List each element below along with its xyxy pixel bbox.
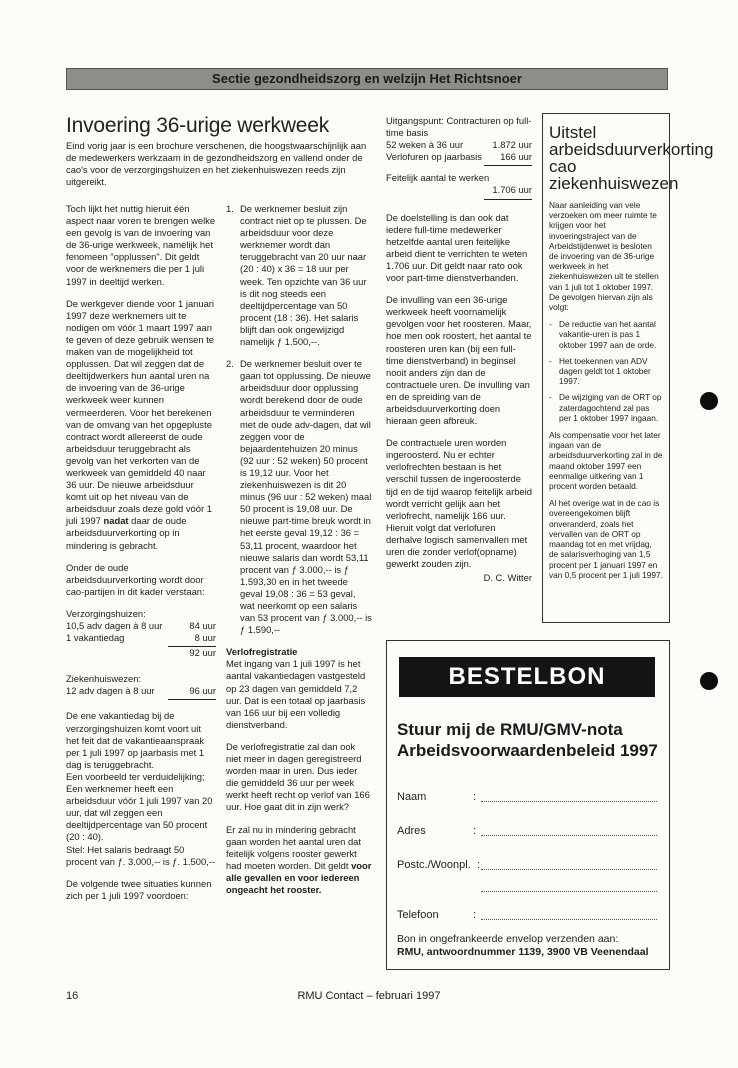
paragraph: Naar aanleiding van vele verzoeken om meer ruimte te krijgen voor het invoeringstraject van de Arbeidstijdenwet is besloten de invoering van de 36-urige werkweek in het ziekenhuiswezen uit te stellen van 1 juli tot 1 oktober 1997. De gevolgen hiervan zijn als volgt: — [549, 200, 659, 313]
page-footer: RMU Contact – februari 1997 — [297, 990, 441, 1002]
dash-marker: - — [549, 355, 552, 366]
paragraph — [226, 824, 372, 897]
list-item — [549, 319, 663, 350]
calc-row-value: 166 uur — [500, 151, 532, 163]
situations-list — [226, 203, 372, 636]
list-item — [226, 358, 372, 636]
calc-row-value: 8 uur — [194, 632, 216, 644]
paragraph: De volgende twee situaties kunnen zich per 1 juli 1997 voordoen: — [66, 877, 212, 901]
calc-row — [66, 632, 216, 644]
calc-total: 92 uur — [189, 647, 216, 659]
order-header: BESTELBON — [399, 657, 655, 697]
paragraph: Toch lijkt het nuttig hieruit één aspect naar voren te brengen welke een gevolg is van de invoering van de 36-urige werkweek, namelijk het fenomeen "opplussen". Dit geldt voor de werknemers die per 1 juli 1997 in deeltijd werken. — [66, 203, 216, 287]
paragraph: Al het overige wat in de cao is overeengekomen blijft onveranderd, zoals het vervallen van de ORT op maandag tot en met vrijdag, de salarisverhoging van 1,5 procent per 1 januari 1997 en van 0,5 procent per 1 juli 1997. — [549, 498, 663, 580]
text-run: daar de oude arbeidsduurverkorting op in mindering is gebracht. — [66, 515, 187, 551]
field-label: Telefoon — [397, 909, 439, 921]
paragraph: Met ingang van 1 juli 1997 is het aantal vakantiedagen vastgesteld op 23 dagen van gemiddeld 7,2 uur. Dat is een totaal op jaarbasis van 166 uur bij een volledig dienstverband. — [226, 658, 366, 730]
list-number: 1. — [226, 203, 234, 214]
list-text: De reductie van het aantal vakantie-uren is pas 1 oktober 1997 aan de orde. — [559, 319, 657, 350]
paragraph: De contractuele uren worden ingeroosterd. Nu er echter verlofrechten bestaan is het verschil tussen de ingeroosterde tijd en de tijd waarop feitelijk arbeid wordt verricht gelijk aan het verlofrecht, namelijk 166 uur. Hieruit volgt dat verlofuren derhalve logisch samenvallen met uren die zonder verlof(opname) gewerkt zouden zijn. — [386, 437, 532, 570]
field-line[interactable] — [481, 891, 657, 892]
paragraph: Een voorbeeld ter verduidelijking; Een werknemer heeft een arbeidsduur vóór 1 juli 1997 van 20 uur, dat wil zeggen een deeltijdpercentage van 50 procent (20 : 40). — [66, 770, 213, 843]
field-label: Naam — [397, 791, 427, 803]
order-form — [386, 640, 670, 970]
field-adres[interactable] — [397, 825, 661, 839]
paragraph — [66, 298, 216, 552]
field-postcode-extra[interactable] — [397, 881, 661, 895]
list-text: De werknemer besluit zijn contract niet op te plussen. De arbeidsduur voor deze werknemer wordt dan teruggebracht van 20 uur naar (20 : 40) x 36 = 18 uur per week. Ten opzichte van 36 uur is dit nog steeds een deeltijdpercentage van 50 procent (18 : 36). Het salaris blijft dan ook ongewijzigd namelijk ƒ 1.500,--. — [240, 203, 367, 348]
calc-ziekenhuiswezen — [66, 673, 216, 700]
sum-line — [484, 165, 532, 166]
calc-label: Ziekenhuiswezen: — [66, 673, 142, 685]
field-naam[interactable] — [397, 791, 661, 805]
sidebox-title: Uitstel arbeidsduurverkorting cao ziekenhuiswezen — [549, 123, 714, 193]
list-item — [549, 356, 663, 387]
dash-marker: - — [549, 392, 552, 403]
field-separator: : — [473, 825, 477, 837]
calc-row — [66, 685, 216, 697]
calc-row-value: 84 uur — [189, 620, 216, 631]
field-separator: : — [477, 859, 481, 871]
field-separator: : — [473, 791, 477, 803]
author: D. C. Witter — [483, 572, 532, 584]
field-line[interactable] — [481, 801, 657, 802]
field-telefoon[interactable] — [397, 909, 661, 923]
calc-label: Verzorgingshuizen: — [66, 607, 146, 619]
paragraph: Als compensatie voor het later ingaan van de arbeidsduurverkorting zal in de maand oktober 1997 een eenmalige uitkering van 1 procent worden betaald. — [549, 430, 663, 492]
calc-row — [386, 151, 532, 163]
column-1 — [66, 203, 216, 912]
calc-label: Uitgangspunt: Contracturen op full-time basis — [386, 115, 532, 139]
paragraph: De ene vakantiedag bij de verzorgingshuizen komt voort uit het feit dat de vakantieaanspraak per 1 juli 1997 op jaarbasis met 1 dag is teruggebracht. — [66, 710, 205, 770]
list-text: De wijziging van de ORT op zaterdagochtend zal pas per 1 oktober 1997 ingaan. — [559, 392, 662, 423]
article-intro: Eind vorig jaar is een brochure verschenen, die hoogstwaarschijnlijk aan de medewerkers werkzaam in de gezondheidszorg en vallend onder de cao's voor de verzorgingshuizen en het ziekenhuiswezen reeds zijn uitgereikt. — [66, 140, 367, 187]
column-2 — [226, 203, 372, 906]
field-line[interactable] — [481, 835, 657, 836]
paragraph: De verlofregistratie zal dan ook niet meer in dagen geregistreerd worden maar in uren. Dus ieder die gemiddeld 36 uur per week werkt heeft recht op verlof van 166 uur. Hoe gaat dit in zijn werk? — [226, 740, 370, 813]
sidebox-uitstel — [542, 113, 714, 623]
list-text: De werknemer besluit over te gaan tot opplussing. De nieuwe arbeidsduur door opplussing wordt berekend door de oude arbeidsduur te verminderen met de oude adv-dagen, dat wil zeggen voor de bejaardentehuizen 20 minus (92 uur : 52 weken) 50 procent is 19,12 uur. Voor het ziekenhuiswezen is dit 20 minus (96 uur : 52 weken) maal 50 procent is 19,08 uur. De nieuwe part-time breuk wordt in het eerste geval 19,12 : 36 = 53,11 procent, waardoor het nieuwe salaris dan wordt 53,11 procent van ƒ 3.000,-- is ƒ 1.593,30 en in het tweede geval 19,08 : 36 = 53 geval, wat neerkomt op een salaris van 53 procent van ƒ 3.000,-- is ƒ 1.590,-- — [240, 358, 372, 636]
dash-marker: - — [549, 319, 552, 330]
bold-text: voor alle gevallen en voor iedereen ongeacht het rooster. — [226, 859, 372, 895]
order-footer — [397, 933, 667, 959]
list-item — [226, 203, 372, 348]
calc-row-value: 1.872 uur — [492, 139, 532, 151]
calc-total: 1.706 uur — [492, 184, 532, 196]
calc-row-label: 10,5 adv dagen à 8 uur — [66, 620, 163, 631]
field-separator: : — [473, 909, 477, 921]
sidebox-body — [549, 200, 663, 580]
order-address: RMU, antwoordnummer 1139, 3900 VB Veenendaal — [397, 946, 649, 958]
paragraph: De doelstelling is dan ook dat iedere full-time medewerker hetzelfde aantal uren feitelijke arbeid dient te verrichten te weten 1.706 uur. Dit geldt naar rato ook voor part-time dienstverbanden. — [386, 211, 528, 284]
order-footer-line: Bon in ongefrankeerde envelop verzenden aan: — [397, 933, 619, 945]
order-headline: Stuur mij de RMU/GMV-nota Arbeidsvoorwaardenbeleid 1997 — [397, 720, 658, 760]
calc-row — [386, 139, 532, 151]
list-number: 2. — [226, 358, 234, 370]
paragraph: De invulling van een 36-urige werkweek heeft voornamelijk gevolgen voor het roosteren. Maar, hoe men ook roostert, het aantal te roosteren uren kan (bij een full-time dienstverband) in beginsel nooit anders zijn dan de contractuele uren. De invulling van en de spreiding van de arbeidsduurverkorting doen hieraan geen afbreuk. — [386, 294, 532, 427]
list-text: Het toekennen van ADV dagen geldt tot 1 oktober 1997. — [559, 355, 651, 387]
section-banner: Sectie gezondheidszorg en welzijn Het Richtsnoer — [66, 68, 668, 90]
sidebox-list — [549, 319, 663, 423]
calc-verzorgingshuizen — [66, 608, 216, 659]
calc-row-label: 1 vakantiedag — [66, 632, 125, 644]
field-postcode-woonplaats[interactable] — [397, 859, 661, 873]
calc-row-value: 96 uur — [189, 685, 216, 697]
list-item — [549, 392, 663, 423]
calc-row-label: 52 weken à 36 uur — [386, 139, 464, 151]
column-3 — [386, 115, 532, 584]
calc-row-label: Feitelijk aantal te werken — [386, 172, 490, 184]
field-line[interactable] — [481, 919, 657, 920]
article-title: Invoering 36-urige werkweek — [66, 114, 330, 137]
field-label: Adres — [397, 825, 426, 837]
calc-row-label: 12 adv dagen à 8 uur — [66, 685, 155, 697]
paragraph: Stel: Het salaris bedraagt 50 procent van ƒ. 3.000,-- is ƒ. 1.500,-- — [66, 843, 216, 867]
paragraph: Onder de oude arbeidsduurverkorting wordt door cao-partijen in dit kader verstaan: — [66, 561, 205, 597]
section-heading: Verlofregistratie — [226, 646, 298, 658]
calc-row-label: Verlofuren op jaarbasis — [386, 151, 482, 163]
sum-line — [484, 199, 532, 200]
text-run: Er zal nu in mindering gebracht gaan worden het aantal uren dat feitelijk volgens rooster gewerkt had moeten worden. Dit geldt — [226, 823, 361, 871]
field-label: Postc./Woonpl. — [397, 859, 471, 871]
calc-row — [66, 620, 216, 632]
text-run: De werkgever diende voor 1 januari 1997 deze werknemers uit te nodigen om vóór 1 maart 1997 aan te geven of deze gebruik wensen te maken van de mogelijkheid tot opplussen. Dat wil zeggen dat de deeltijdwerkers hun aantal uren na de invoering van de 36-urige werkweek weer kunnen vermeerderen. Voor het berekenen van de omvang van het opgepluste contract wordt allereerst de oude arbeidsduur teruggebracht als gevolg van het verkorten van de werkweek van gemiddeld 40 naar 36 uur. De nieuwe arbeidsduur komt uit op het niveau van de arbeidsduur zoals deze gold vóór 1 juli 1997 — [66, 297, 215, 527]
field-line[interactable] — [481, 869, 657, 870]
sum-line — [168, 699, 216, 700]
bold-text: nadat — [103, 515, 129, 527]
punch-hole — [700, 392, 718, 410]
page-number: 16 — [66, 990, 79, 1002]
punch-hole — [700, 672, 718, 690]
